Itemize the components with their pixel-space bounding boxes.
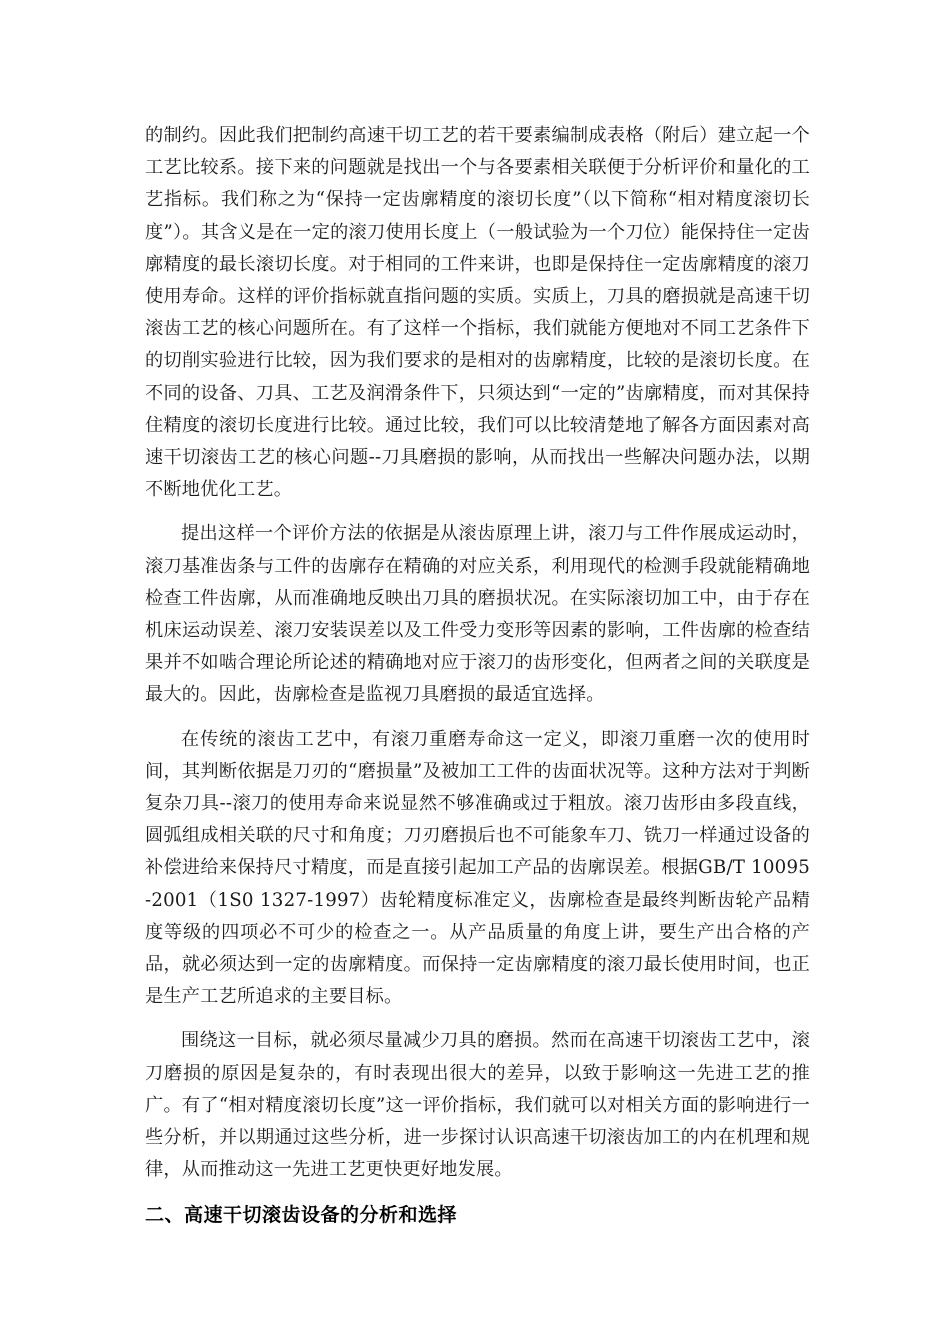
paragraph-objective: 围绕这一目标，就必须尽量减少刀具的磨损。然而在高速干切滚齿工艺中，滚刀磨损的原因是复杂的，有时表现出很大的差异，以致于影响这一先进工艺的推广。有了“相对精度滚切长度”这一评价指标，我们就可以对相关方面的影响进行一些分析，并以期通过这些分析，进一步探讨认识高速干切滚齿加工的内在机理和规律，从而推动这一先进工艺更快更好地发展。	[145, 1030, 810, 1181]
paragraph-evaluation-basis: 提出这样一个评价方法的依据是从滚齿原理上讲，滚刀与工件作展成运动时，滚刀基准齿条与工件的齿廓存在精确的对应关系，利用现代的检测手段就能精确地检查工件齿廓，从而准确地反映出刀具的磨损状况。在实际滚切加工中，由于存在机床运动误差、滚刀安装误差以及工件受力变形等因素的影响，工件齿廓的检查结果并不如啮合理论所论述的精确地对应于滚刀的齿形变化，但两者之间的关联度是最大的。因此，齿廓检查是监视刀具磨损的最适宜选择。	[145, 523, 810, 706]
document-body	[145, 120, 810, 1231]
section-heading: 二、高速干切滚齿设备的分析和选择	[145, 1203, 458, 1226]
paragraph-continued: 的制约。因此我们把制约高速干切工艺的若干要素编制成表格（附后）建立起一个工艺比较系。接下来的问题就是找出一个与各要素相关联便于分析评价和量化的工艺指标。我们称之为“保持一定齿廓精度的滚切长度”（以下简称“相对精度滚切长度”）。其含义是在一定的滚刀使用长度上（一般试验为一个刀位）能保持住一定齿廓精度的最长滚切长度。对于相同的工件来讲，也即是保持住一定齿廓精度的滚刀使用寿命。这样的评价指标就直指问题的实质。实质上，刀具的磨损就是高速干切滚齿工艺的核心问题所在。有了这样一个指标，我们就能方便地对不同工艺条件下的切削实验进行比较，因为我们要求的是相对的齿廓精度，比较的是滚切长度。在不同的设备、刀具、工艺及润滑条件下，只须达到“一定的”齿廓精度，而对其保持住精度的滚切长度进行比较。通过比较，我们可以比较清楚地了解各方面因素对高速干切滚齿工艺的核心问题--刀具磨损的影响，从而找出一些解决问题办法，以期不断地优化工艺。	[145, 125, 810, 501]
paragraph-traditional-process: 在传统的滚齿工艺中，有滚刀重磨寿命这一定义，即滚刀重磨一次的使用时间，其判断依据是刀刃的“磨损量”及被加工工件的齿面状况等。这种方法对于判断复杂刀具--滚刀的使用寿命来说显然不够准确或过于粗放。滚刀齿形由多段直线，圆弧组成相关联的尺寸和角度；刀刃磨损后也不可能象车刀、铣刀一样通过设备的补偿进给来保持尺寸精度，而是直接引起加工产品的齿廓误差。根据GB/T 10095-2001（1S0 1327-1997）齿轮精度标准定义，齿廓检查是最终判断齿轮产品精度等级的四项必不可少的检查之一。从产品质量的角度上讲，要生产出合格的产品，就必须达到一定的齿廓精度。而保持一定齿廓精度的滚刀最长使用时间，也正是生产工艺所追求的主要目标。	[145, 728, 810, 1008]
